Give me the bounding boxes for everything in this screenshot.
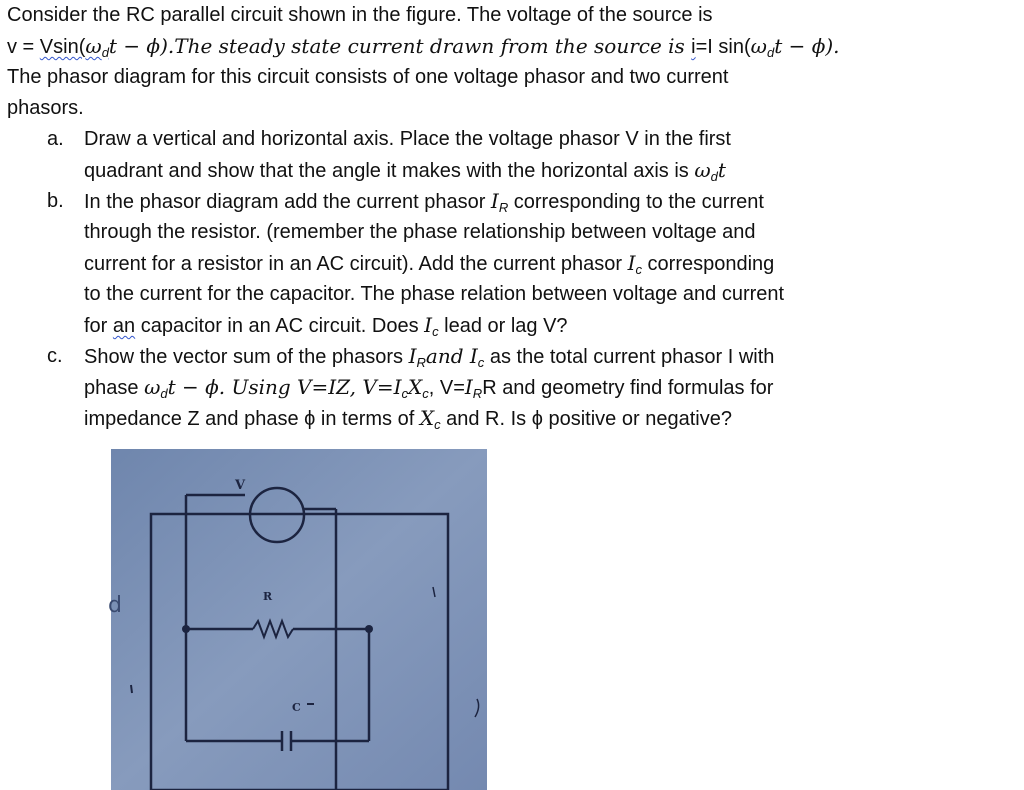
capacitor-label: C <box>292 701 301 714</box>
edge-letter: d <box>108 593 122 618</box>
resistor-label: R <box>263 590 273 603</box>
problem-text <box>7 0 1017 434</box>
text-fragment: In the phasor diagram add the current phasor <box>84 191 491 213</box>
math-symbol: I <box>469 344 478 368</box>
question-a-line-2 <box>84 155 1017 186</box>
question-b-line-5 <box>84 310 1017 341</box>
text-fragment: impedance Z and phase ϕ in terms of <box>84 408 420 430</box>
text-fragment: and <box>425 344 470 368</box>
text-fragment: , V= <box>428 377 465 399</box>
math-symbol: I <box>627 251 636 275</box>
question-b-line-3 <box>84 248 1017 279</box>
text-fragment: lead or lag V? <box>438 315 568 337</box>
subscript: c <box>434 417 441 432</box>
intro-line-3: The phasor diagram for this circuit consists of one voltage phasor and two current <box>7 66 729 88</box>
math-symbol: I <box>393 375 402 399</box>
question-b-line-1 <box>84 186 1017 217</box>
text-fragment: corresponding <box>641 253 775 275</box>
mark <box>131 685 132 693</box>
question-c-line-2 <box>84 372 1017 403</box>
circuit-photo <box>108 449 487 790</box>
question-c-line-3 <box>84 403 1017 434</box>
math-symbol: I <box>464 375 473 399</box>
list-marker: b. <box>47 190 64 212</box>
question-list <box>7 124 1017 434</box>
math-symbol: X <box>419 406 435 430</box>
text-fragment: for <box>84 315 113 337</box>
subscript: c <box>477 355 485 370</box>
subscript: R <box>498 200 509 215</box>
text-fragment: t − ϕ. Using V=IZ, V= <box>167 375 394 399</box>
subscript: d <box>160 386 168 401</box>
junction-dot <box>365 625 373 633</box>
question-b-line-2: through the resistor. (remember the phase relationship between voltage and <box>84 221 756 243</box>
circuit-diagram <box>108 449 487 790</box>
text-fragment: quadrant and show that the angle it makes with the horizontal axis is <box>84 160 695 182</box>
question-c-line-1 <box>84 341 1017 372</box>
list-marker: a. <box>47 128 64 150</box>
text-fragment: Show the vector sum of the phasors <box>84 346 409 368</box>
subscript: c <box>635 262 642 277</box>
subscript: c <box>432 324 439 339</box>
text-fragment: v = <box>7 36 40 58</box>
omega-symbol: ω <box>144 375 161 399</box>
voltage-label: V <box>235 478 246 493</box>
math-symbol: I <box>424 313 433 337</box>
text-fragment: corresponding to the current <box>508 191 764 213</box>
question-a-line-1: Draw a vertical and horizontal axis. Place the voltage phasor V in the first <box>84 128 731 150</box>
text-fragment: phase <box>84 377 145 399</box>
text-fragment: current for a resistor in an AC circuit). Add the current phasor <box>84 253 628 275</box>
intro-line-1: Consider the RC parallel circuit shown in the figure. The voltage of the source is <box>7 4 713 26</box>
subscript: R <box>416 355 426 370</box>
math-symbol: I <box>490 189 499 213</box>
text-fragment: =I sin( <box>695 36 751 58</box>
spellcheck-underline: an <box>112 315 136 337</box>
subscript: c <box>401 386 408 401</box>
text-fragment: and R. Is ϕ positive or negative? <box>440 408 732 430</box>
omega-symbol: ω <box>750 34 767 58</box>
question-b <box>7 186 1017 341</box>
text-fragment: t − ϕ).The steady state current drawn from the source is <box>108 34 692 58</box>
subscript: R <box>472 386 483 401</box>
question-a <box>7 124 1017 186</box>
text-fragment: Vsin( <box>39 36 86 58</box>
question-b-line-4: to the current for the capacitor. The phase relation between voltage and current <box>84 283 785 305</box>
math-symbol: X <box>408 375 423 399</box>
text-fragment: t − ϕ). <box>774 34 840 58</box>
subscript: c <box>422 386 429 401</box>
intro-line-2 <box>7 31 1017 62</box>
spellcheck-underline: i <box>691 36 696 58</box>
text-fragment: t <box>717 158 726 182</box>
text-fragment: R and geometry find formulas for <box>482 377 774 399</box>
text-fragment: as the total current phasor I with <box>484 346 775 368</box>
omega-symbol: ω <box>85 34 102 58</box>
question-c <box>7 341 1017 434</box>
omega-symbol: ω <box>694 158 711 182</box>
subscript: d <box>101 45 109 60</box>
junction-dot <box>182 625 190 633</box>
subscript: d <box>710 169 718 184</box>
math-symbol: I <box>408 344 417 368</box>
list-marker: c. <box>47 345 63 367</box>
spellcheck-underline <box>40 36 109 58</box>
intro-line-4: phasors. <box>7 97 84 119</box>
text-fragment: capacitor in an AC circuit. Does <box>135 315 425 337</box>
subscript: d <box>766 45 775 60</box>
